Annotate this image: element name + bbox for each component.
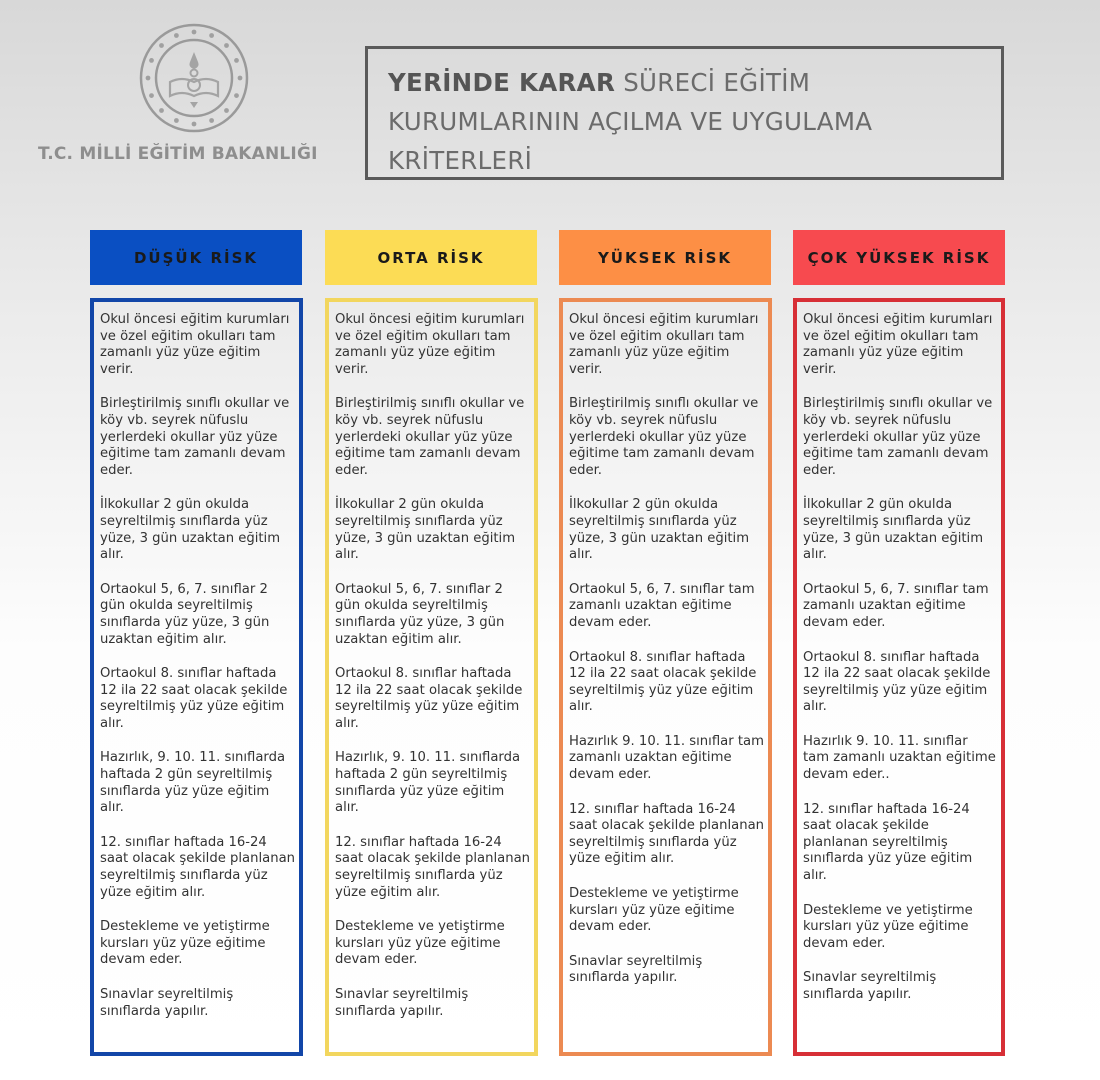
criteria-item: Okul öncesi eğitim kurumları ve özel eğitim okulları tam zamanlı yüz yüze eğitim verir. [803, 312, 993, 377]
risk-header-medium [325, 230, 537, 285]
meb-emblem-icon [138, 22, 250, 134]
page-title-box [365, 46, 1004, 180]
criteria-item: Ortaokul 5, 6, 7. sınıflar tam zamanlı uzaktan eğitime devam eder. [569, 581, 755, 630]
criteria-item: Hazırlık, 9. 10. 11. sınıflarda haftada 2 gün seyreltilmiş sınıflarda yüz yüze eğitim alır. [100, 750, 286, 816]
criteria-item: Birleştirilmiş sınıflı okullar ve köy vb. seyrek nüfuslu yerlerdeki okullar yüz yüze eğitime tam zamanlı devam eder. [569, 396, 759, 478]
criteria-item: Destekleme ve yetiştirme kursları yüz yüze eğitime devam eder. [335, 919, 505, 968]
criteria-item: 12. sınıflar haftada 16-24 saat olacak şekilde planlanan seyreltilmiş sınıflarda yüz yüze eğitim alır. [569, 801, 765, 867]
risk-header-label: DÜŞÜK RİSK [133, 248, 259, 267]
risk-header-high [559, 230, 771, 285]
risk-header-label: ÇOK YÜKSEK RİSK [807, 248, 991, 267]
criteria-item: Birleştirilmiş sınıflı okullar ve köy vb. seyrek nüfuslu yerlerdeki okullar yüz yüze eğitime tam zamanlı devam eder. [803, 396, 993, 478]
criteria-item: Hazırlık 9. 10. 11. sınıflar tam zamanlı uzaktan eğitime devam eder. [569, 733, 764, 783]
criteria-item: Sınavlar seyreltilmiş sınıflarda yapılır. [335, 987, 469, 1019]
criteria-item: İlkokullar 2 gün okulda seyreltilmiş sınıflarda yüz yüze, 3 gün uzaktan eğitim alır. [803, 497, 984, 563]
criteria-item: Destekleme ve yetiştirme kursları yüz yüze eğitime devam eder. [803, 902, 973, 951]
criteria-item: Ortaokul 5, 6, 7. sınıflar tam zamanlı uzaktan eğitime devam eder. [803, 581, 989, 630]
risk-content-very-high [793, 298, 1005, 1056]
risk-content-high [559, 298, 772, 1056]
criteria-item: Ortaokul 8. sınıflar haftada 12 ila 22 saat olacak şekilde seyreltilmiş yüz yüze eğitim alır. [335, 666, 523, 731]
criteria-item: Hazırlık 9. 10. 11. sınıflar tam zamanlı uzaktan eğitime devam eder.. [803, 733, 996, 783]
criteria-item: Sınavlar seyreltilmiş sınıflarda yapılır. [803, 970, 937, 1002]
criteria-item: Destekleme ve yetiştirme kursları yüz yüze eğitime devam eder. [569, 886, 739, 935]
title-line-3: KRİTERLERİ [388, 146, 533, 175]
criteria-item: Ortaokul 5, 6, 7. sınıflar 2 gün okulda seyreltilmiş sınıflarda yüz yüze, 3 gün uzaktan eğitim alır. [100, 581, 270, 647]
criteria-item: Birleştirilmiş sınıflı okullar ve köy vb. seyrek nüfuslu yerlerdeki okullar yüz yüze eğitime tam zamanlı devam eder. [100, 396, 290, 478]
risk-content-medium [325, 298, 538, 1056]
criteria-item: Ortaokul 8. sınıflar haftada 12 ila 22 saat olacak şekilde seyreltilmiş yüz yüze eğitim alır. [569, 649, 757, 715]
criteria-item: Destekleme ve yetiştirme kursları yüz yüze eğitime devam eder. [100, 919, 270, 968]
criteria-item: 12. sınıflar haftada 16-24 saat olacak şekilde planlanan seyreltilmiş sınıflarda yüz yüze eğitim alır. [335, 834, 531, 900]
criteria-item: Hazırlık, 9. 10. 11. sınıflarda haftada 2 gün seyreltilmiş sınıflarda yüz yüze eğitim alır. [335, 750, 521, 816]
criteria-item: 12. sınıflar haftada 16-24 saat olacak şekilde planlanan seyreltilmiş sınıflarda yüz yüze eğitim alır. [803, 801, 973, 884]
criteria-item: 12. sınıflar haftada 16-24 saat olacak şekilde planlanan seyreltilmiş sınıflarda yüz yüze eğitim alır. [100, 834, 296, 900]
org-name: T.C. MİLLİ EĞİTİM BAKANLIĞI [38, 144, 318, 164]
criteria-item: Ortaokul 8. sınıflar haftada 12 ila 22 saat olacak şekilde seyreltilmiş yüz yüze eğitim alır. [100, 666, 288, 731]
criteria-item: İlkokullar 2 gün okulda seyreltilmiş sınıflarda yüz yüze, 3 gün uzaktan eğitim alır. [335, 497, 516, 563]
risk-header-label: ORTA RİSK [377, 248, 485, 267]
criteria-item: Birleştirilmiş sınıflı okullar ve köy vb. seyrek nüfuslu yerlerdeki okullar yüz yüze eğitime tam zamanlı devam eder. [335, 396, 525, 478]
criteria-item: Ortaokul 8. sınıflar haftada 12 ila 22 saat olacak şekilde seyreltilmiş yüz yüze eğitim alır. [803, 649, 991, 715]
criteria-item: Okul öncesi eğitim kurumları ve özel eğitim okulları tam zamanlı yüz yüze eğitim verir. [335, 312, 525, 377]
risk-content-low [90, 298, 303, 1056]
title-line-1 [388, 63, 981, 102]
criteria-item: Ortaokul 5, 6, 7. sınıflar 2 gün okulda seyreltilmiş sınıflarda yüz yüze, 3 gün uzaktan eğitim alır. [335, 581, 505, 647]
risk-header-very-high [793, 230, 1005, 285]
criteria-item: Okul öncesi eğitim kurumları ve özel eğitim okulları tam zamanlı yüz yüze eğitim verir. [569, 312, 759, 377]
ministry-logo [38, 18, 358, 178]
risk-header-low [90, 230, 302, 285]
criteria-item: Okul öncesi eğitim kurumları ve özel eğitim okulları tam zamanlı yüz yüze eğitim verir. [100, 312, 290, 377]
criteria-item: İlkokullar 2 gün okulda seyreltilmiş sınıflarda yüz yüze, 3 gün uzaktan eğitim alır. [569, 497, 750, 563]
title-line-2: KURUMLARININ AÇILMA VE UYGULAMA [388, 107, 873, 136]
title-rest: SÜRECİ EĞİTİM [615, 68, 811, 97]
risk-header-label: YÜKSEK RİSK [597, 248, 733, 267]
title-bold: YERİNDE KARAR [388, 68, 616, 97]
criteria-item: Sınavlar seyreltilmiş sınıflarda yapılır. [100, 987, 234, 1019]
criteria-item: İlkokullar 2 gün okulda seyreltilmiş sınıflarda yüz yüze, 3 gün uzaktan eğitim alır. [100, 497, 281, 563]
criteria-item: Sınavlar seyreltilmiş sınıflarda yapılır. [569, 953, 703, 986]
